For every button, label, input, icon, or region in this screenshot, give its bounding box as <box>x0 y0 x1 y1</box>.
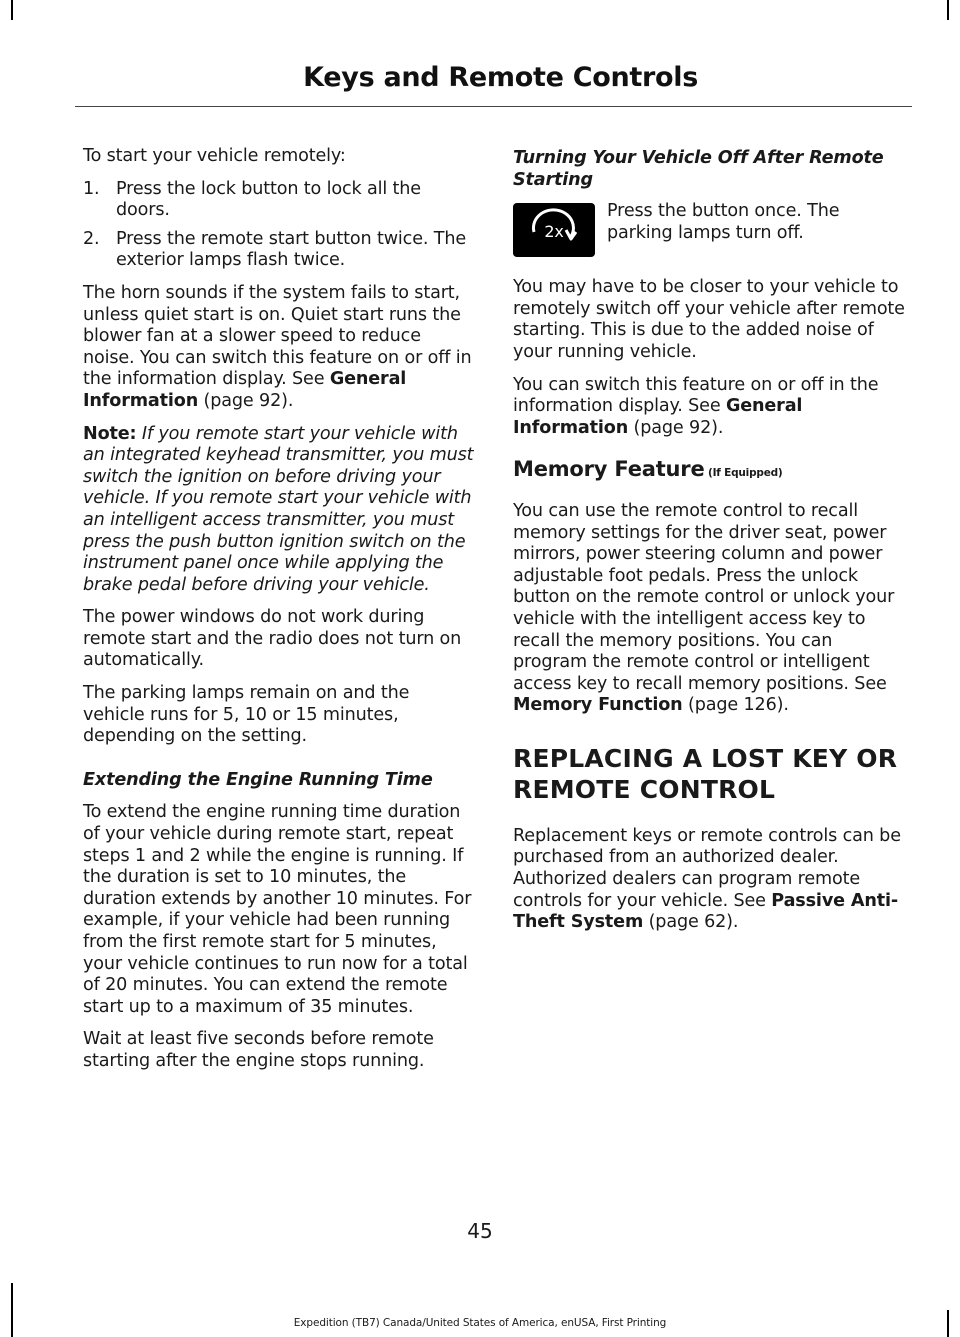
page-reference: (page 92). <box>198 390 294 411</box>
page-number: 45 <box>467 1219 493 1243</box>
icon-label: 2x <box>544 222 564 242</box>
left-column <box>83 146 475 1084</box>
extend-heading: Extending the Engine Running Time <box>83 769 433 790</box>
intro-text: To start your vehicle remotely: <box>83 146 346 166</box>
list-text: Press the lock button to lock all the doors. <box>116 178 421 221</box>
note-text: If you remote start your vehicle with an integrated keyhead transmitter, you must switch the ignition on before driving your vehicle. If you remote start your vehicle with an intelligent access transmitter, you must press the push button ignition switch on the instrument panel once while applying the brake pedal before driving your vehicle. <box>83 423 474 595</box>
page-reference: (page 126). <box>682 695 789 716</box>
icon-instruction-text: Press the button once. The parking lamps turn off. <box>607 201 840 243</box>
remote-start-2x-icon <box>513 203 595 257</box>
page-reference: (page 62). <box>643 912 739 933</box>
crop-mark-top-right <box>947 0 949 20</box>
memory-heading-text: Memory Feature <box>513 457 705 482</box>
paragraph-text: The horn sounds if the system fails to start, unless quiet start is on. Quiet start runs the blower fan at a slower speed to reduce noise. You can switch this feature on or off in the information display. See <box>83 282 472 390</box>
general-information-link[interactable]: General Information <box>513 396 803 438</box>
header-rule <box>75 106 912 107</box>
if-equipped-label: (If Equipped) <box>704 467 783 480</box>
wait-paragraph: Wait at least five seconds before remote starting after the engine stops running. <box>83 1029 434 1071</box>
paragraph-text: You can switch this feature on or off in the information display. See <box>513 374 879 417</box>
right-column <box>513 146 909 945</box>
paragraph-text: Replacement keys or remote controls can be purchased from an authorized dealer. Authorized dealers can program remote controls for your vehicle. See <box>513 825 901 911</box>
footer-text: Expedition (TB7) Canada/United States of America, enUSA, First Printing <box>293 1317 667 1329</box>
replacing-key-heading: REPLACING A LOST KEY OR REMOTE CONTROL <box>513 743 898 804</box>
memory-function-link[interactable]: Memory Function <box>513 695 683 716</box>
page-reference: (page 92). <box>628 417 724 438</box>
general-information-link[interactable]: General Information <box>83 369 407 411</box>
replacing-paragraph <box>513 826 909 934</box>
memory-paragraph <box>513 501 909 717</box>
switch-paragraph <box>513 375 909 440</box>
horn-paragraph <box>83 283 475 413</box>
list-item <box>83 179 475 222</box>
memory-feature-heading <box>513 459 909 485</box>
crop-mark-top-left <box>11 0 13 20</box>
paragraph-text: You can use the remote control to recall memory settings for the driver seat, power mirrors, power steering column and power adjustable foot pedals. Press the unlock button on the remote control or unlock your vehicle with the intelligent access key to recall the memory positions. You can program the remote control or intelligent access key to recall memory positions. See <box>513 500 895 694</box>
page-header-title: Keys and Remote Controls <box>303 62 698 93</box>
note-label: Note: <box>83 423 137 444</box>
list-number: 2. <box>83 228 100 249</box>
remote-start-2x-glyph <box>524 208 584 252</box>
list-text: Press the remote start button twice. The exterior lamps flash twice. <box>116 228 467 271</box>
closer-paragraph: You may have to be closer to your vehicle to remotely switch off your vehicle after remote starting. This is due to the added noise of your running vehicle. <box>513 277 905 362</box>
extend-paragraph: To extend the engine running time duration of your vehicle during remote start, repeat steps 1 and 2 while the engine is running. If the duration is set to 10 minutes, the duration extends by another 10 minutes. For example, if your vehicle had been running from the first remote start for 5 minutes, your vehicle continues to run now for a total of 20 minutes. You can extend the remote start up to a maximum of 35 minutes. <box>83 802 472 1017</box>
list-item <box>83 229 475 272</box>
remote-button-instruction <box>513 201 909 257</box>
note-paragraph <box>83 424 475 597</box>
turning-off-heading: Turning Your Vehicle Off After Remote Starting <box>513 148 884 190</box>
windows-paragraph: The power windows do not work during remote start and the radio does not turn on automatically. <box>83 607 462 671</box>
parking-paragraph: The parking lamps remain on and the vehicle runs for 5, 10 or 15 minutes, depending on the setting. <box>83 683 410 747</box>
passive-anti-theft-link[interactable]: Passive Anti-Theft System <box>513 890 899 933</box>
list-number: 1. <box>83 178 100 199</box>
